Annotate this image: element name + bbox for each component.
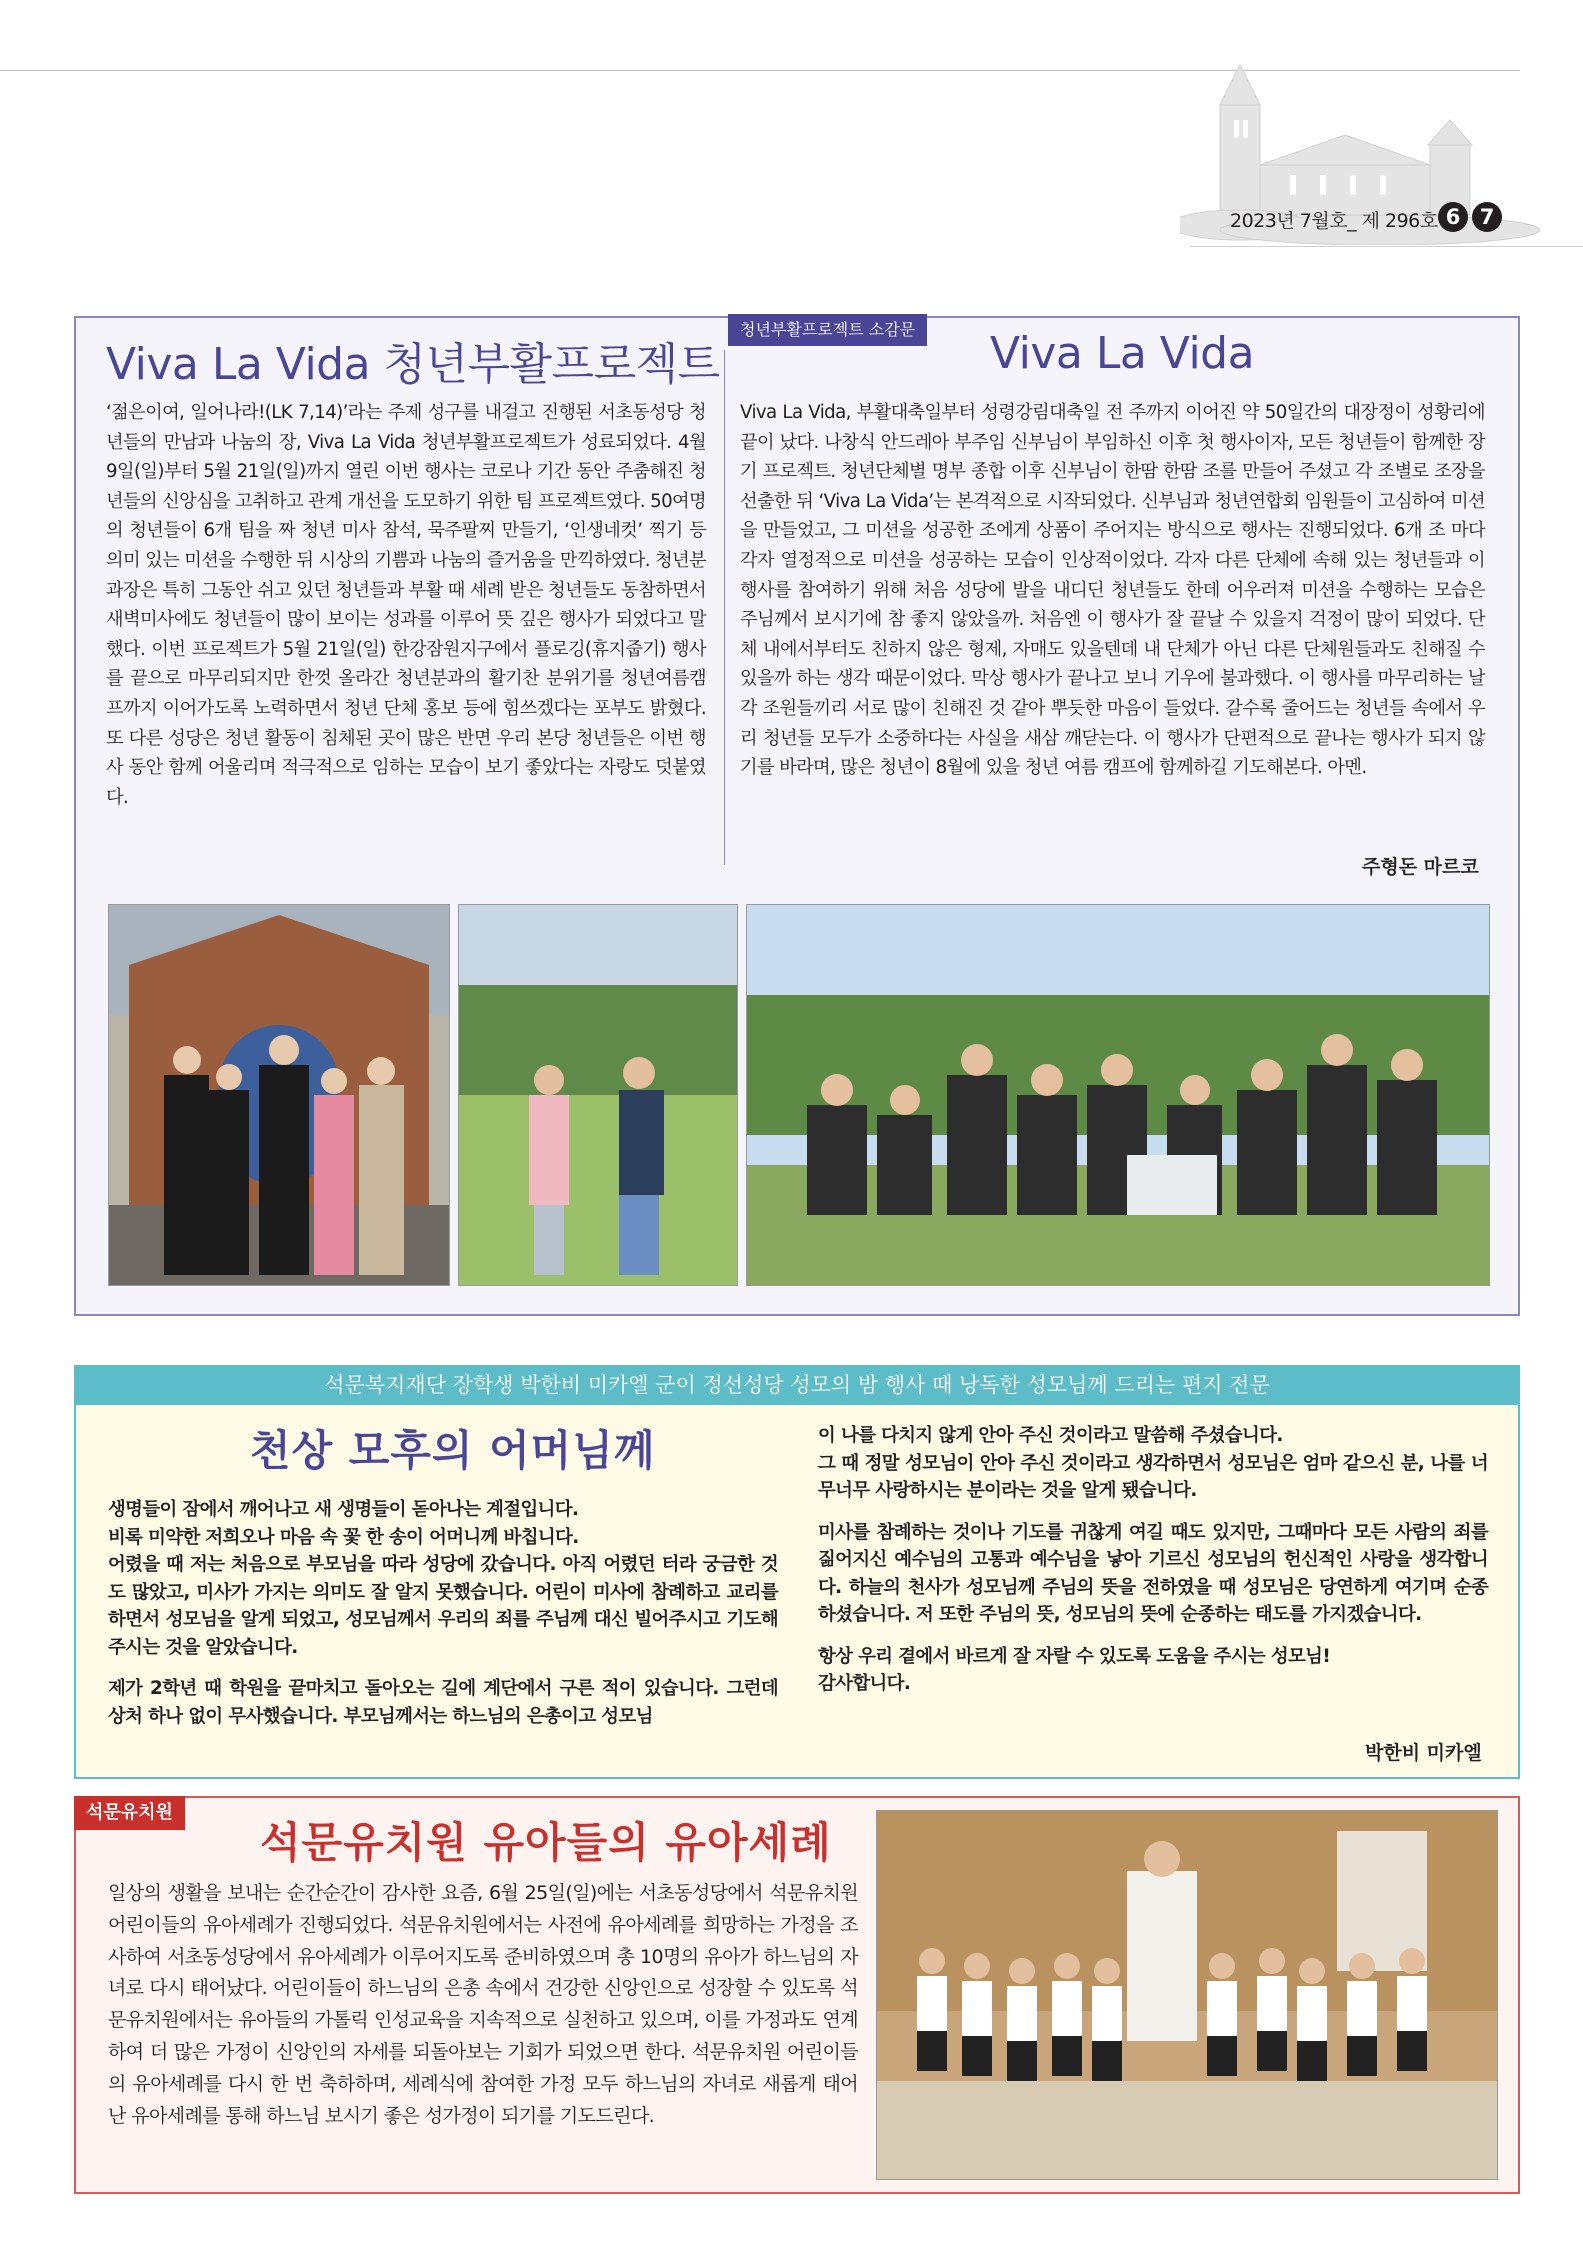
letter-paragraph: 미사를 참례하는 것이나 기도를 귀찮게 여길 때도 있지만, 그때마다 모든 사람의 죄를 짊어지신 예수님의 고통과 예수님을 낳아 기르신 성모님의 헌신적인 사랑을 생각합니다. 하늘의 천사가 성모님께 주님의 뜻을 전하였을 때 성모님은 당연하게 여기며 순종하셨습니다. 저 또한 주님의 뜻, 성모님의 뜻에 순종하는 태도를 가지겠습니다. bbox=[818, 1521, 1488, 1625]
photo-group-picnic bbox=[746, 904, 1490, 1286]
right-article-body: Viva La Vida, 부활대축일부터 성령강림대축일 전 주까지 이어진 약 50일간의 대장정이 성황리에 끝이 났다. 나창식 안드레아 부주임 신부님이 부임하신 이후 첫 행사이자, 모든 청년들이 함께한 장기 프로젝트. 청년단체별 명부 종합 이후 신부님이 한땀 한땀 조를 만들어 주셨고 각 조별로 조장을 선출한 뒤 ‘Viva La Vida’는 본격적으로 시작되었다. 신부님과 청년연합회 임원들이 고심하여 미션을 만들었고, 그 미션을 성공한 조에게 상품이 주어지는 방식으로 행사는 진행되었다. 6개 조 마다 각자 열정적으로 미션을 성공하는 모습이 인상적이었다. 각자 다른 단체에 속해 있는 청년들과 이 행사를 참여하기 위해 처음 성당에 발을 내디딘 청년들도 한데 어우러져 미션을 수행하는 모습은 주님께서 보시기에 참 좋지 않았을까. 처음엔 이 행사가 잘 끝날 수 있을지 걱정이 많이 되었다. 단체 내에서부터도 친하지 않은 형제, 자매도 있을텐데 내 단체가 아닌 다른 단체원들과도 친해질 수 있을까 하는 생각 때문이었다. 막상 행사가 끝나고 보니 기우에 불과했다. 이 행사를 마무리하는 날 각 조원들끼리 서로 많이 친해진 것 같아 뿌듯한 마음이 들었다. 갈수록 줄어드는 청년들 속에서 우리 청년들 모두가 소중하다는 사실을 새삼 깨닫는다. 이 행사가 단편적으로 끝나는 행사가 되지 않기를 바라며, 많은 청년이 8월에 있을 청년 여름 캠프에 함께하길 기도해본다. 아멘. bbox=[740, 402, 1485, 779]
left-article-title: Viva La Vida 청년부활프로젝트 bbox=[106, 339, 720, 390]
letter-right-column bbox=[818, 1422, 1488, 1712]
letter-paragraph: 항상 우리 곁에서 바르게 잘 자랄 수 있도록 도움을 주시는 성모님! 감사합니다. bbox=[818, 1645, 1331, 1694]
issue-label: 2023년 7월호_ 제 296호 bbox=[1230, 210, 1438, 232]
kindergarten-tag: 석문유치원 bbox=[74, 1796, 185, 1830]
header-sub-rule bbox=[1190, 246, 1583, 247]
letter-paragraph: 이 나를 다치지 않게 안아 주신 것이라고 말씀해 주셨습니다. 그 때 정말 성모님이 안아 주신 것이라고 생각하면서 성모님은 엄마 같으신 분, 나를 너무너무 사랑하시는 분이라는 것을 알게 됐습니다. bbox=[818, 1425, 1488, 1501]
letter-signature: 박한비 미카엘 bbox=[1365, 1742, 1482, 1764]
photo-game-outdoors bbox=[458, 904, 738, 1286]
right-article-signature: 주형돈 마르코 bbox=[1362, 856, 1479, 878]
page-number-left: 6 bbox=[1438, 202, 1468, 232]
section-tag: 청년부활프로젝트 소감문 bbox=[728, 314, 927, 346]
column-divider bbox=[724, 350, 725, 865]
photo-priest-with-youth bbox=[108, 904, 450, 1286]
letter-section-bar: 석문복지재단 장학생 박한비 미카엘 군이 정선성당 성모의 밤 행사 때 낭독한 성모님께 드리는 편지 전문 bbox=[74, 1365, 1520, 1405]
letter-left-column bbox=[108, 1496, 778, 1744]
kindergarten-title: 석문유치원 유아들의 유아세례 bbox=[260, 1818, 832, 1867]
page-number-right: 7 bbox=[1472, 202, 1502, 232]
photo-infant-baptism bbox=[876, 1810, 1498, 2180]
left-article-body: ‘젊은이여, 일어나라!(LK 7,14)’라는 주제 성구를 내걸고 진행된 서초동성당 청년들의 만남과 나눔의 장, Viva La Vida 청년부활프로젝트가 성료되었다. 4월 9일(일)부터 5월 21일(일)까지 열린 이번 행사는 코로나 기간 동안 주춤해진 청년들의 신앙심을 고취하고 관계 개선을 도모하기 위한 팀 프로젝트였다. 50여명의 청년들이 6개 팀을 짜 청년 미사 참석, 묵주팔찌 만들기, ‘인생네컷’ 찍기 등 의미 있는 미션을 수행한 뒤 시상의 기쁨과 나눔의 즐거움을 만끽하였다. 청년분과장은 특히 그동안 쉬고 있던 청년들과 부활 때 세례 받은 청년들도 동참하면서 새벽미사에도 청년들이 많이 보이는 성과를 이루어 뜻 깊은 행사가 되었다고 말했다. 이번 프로젝트가 5월 21일(일) 한강잠원지구에서 플로깅(휴지줍기) 행사를 끝으로 마무리되지만 한껏 올라간 청년분과의 활기찬 분위기를 청년여름캠프까지 이어가도록 노력하면서 청년 단체 홍보 등에 힘쓰겠다는 포부도 밝혔다. 또 다른 성당은 청년 활동이 침체된 곳이 많은 반면 우리 본당 청년들은 이번 행사 동안 함께 어울리며 적극적으로 임하는 모습이 보기 좋았다는 자랑도 덧붙였다. bbox=[106, 402, 707, 808]
letter-paragraph: 제가 2학년 때 학원을 끝마치고 돌아오는 길에 계단에서 구른 적이 있습니다. 그런데 상처 하나 없이 무사했습니다. 부모님께서는 하느님의 은총이고 성모님 bbox=[108, 1678, 778, 1727]
letter-title: 천상 모후의 어머님께 bbox=[250, 1426, 656, 1475]
letter-paragraph: 생명들이 잠에서 깨어나고 새 생명들이 돋아나는 계절입니다. 비록 미약한 저희오나 마음 속 꽃 한 송이 어머니께 바칩니다. 어렸을 때 저는 처음으로 부모님을 따라 성당에 갔습니다. 아직 어렸던 터라 궁금한 것도 많았고, 미사가 가지는 의미도 잘 알지 못했습니다. 어린이 미사에 참례하고 교리를 하면서 성모님을 알게 되었고, 성모님께서 우리의 죄를 주님께 대신 빌어주시고 기도해 주시는 것을 알았습니다. bbox=[108, 1499, 778, 1658]
right-article-title: Viva La Vida bbox=[990, 328, 1255, 379]
kindergarten-body: 일상의 생활을 보내는 순간순간이 감사한 요즘, 6월 25일(일)에는 서초동성당에서 석문유치원 어린이들의 유아세례가 진행되었다. 석문유치원에서는 사전에 유아세례를 희망하는 가정을 조사하여 서초동성당에서 유아세례가 이루어지도록 준비하였으며 총 10명의 유아가 하느님의 자녀로 다시 태어났다. 어린이들이 하느님의 은총 속에서 건강한 신앙인으로 성장할 수 있도록 석문유치원에서는 유아들의 가톨릭 인성교육을 지속적으로 실천하고 있으며, 이를 가정과도 연계하여 더 많은 가정이 신앙인의 자세를 되돌아보는 기회가 되었으면 한다. 석문유치원 어린이들의 유아세례를 다시 한 번 축하하며, 세례식에 참여한 가정 모두 하느님의 자녀로 새롭게 태어난 유아세례를 통해 하느님 보시기 좋은 성가정이 되기를 기도드린다. bbox=[108, 1882, 858, 2127]
